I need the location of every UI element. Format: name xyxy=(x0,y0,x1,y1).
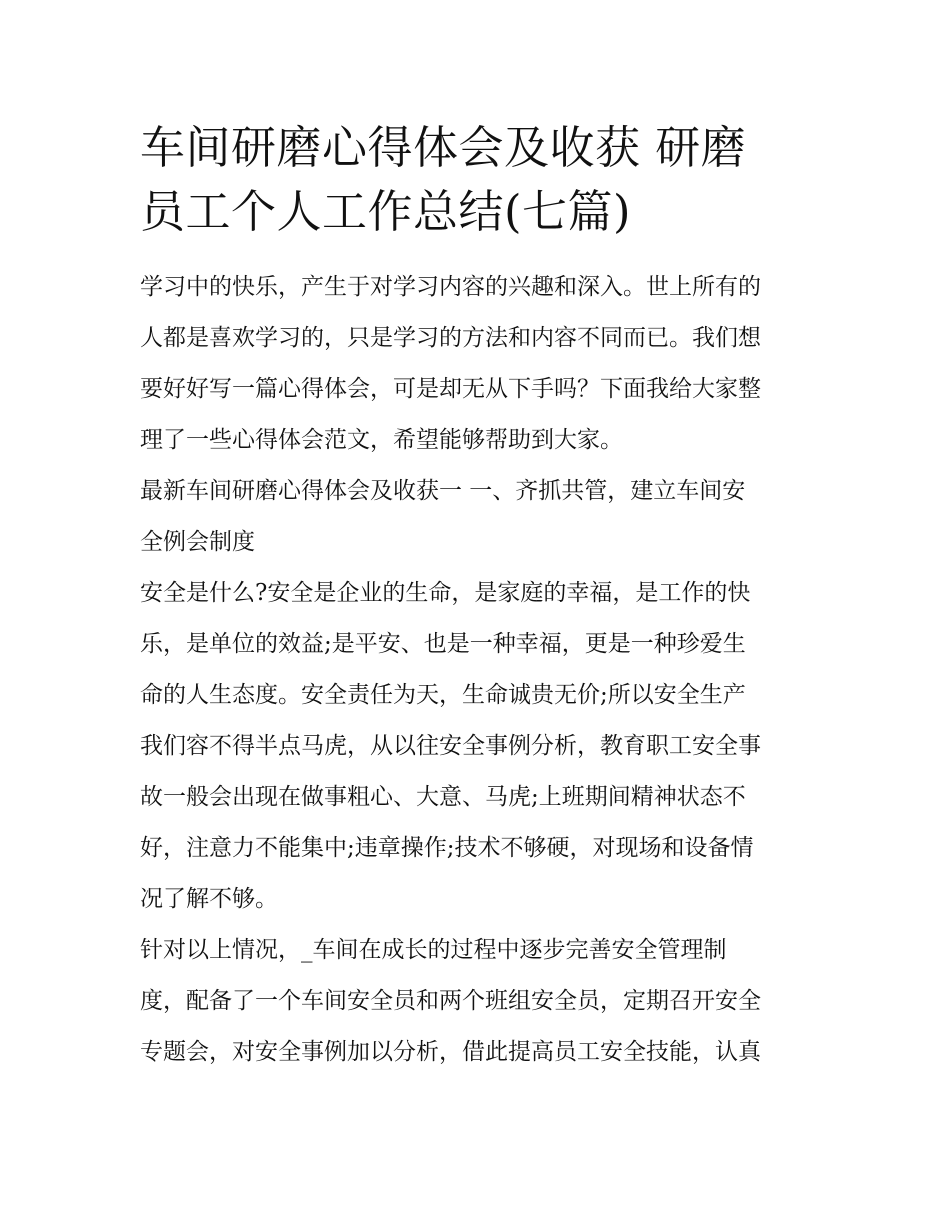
paragraph-measures xyxy=(140,925,812,1078)
text-line: 度，配备了一个车间安全员和两个班组安全员，定期召开安全 xyxy=(140,988,761,1014)
text-line: 我们容不得半点马虎，从以往安全事例分析，教育职工安全事 xyxy=(140,733,761,759)
paragraph-section-heading xyxy=(140,466,812,568)
text-line: 要好好写一篇心得体会，可是却无从下手吗？下面我给大家整 xyxy=(140,376,761,402)
document-title xyxy=(140,116,812,244)
text-line: 专题会，对安全事例加以分析，借此提高员工安全技能，认真 xyxy=(140,1039,761,1065)
paragraph-safety xyxy=(140,568,812,925)
text-line: 理了一些心得体会范文，希望能够帮助到大家。 xyxy=(140,427,623,453)
text-line: 乐，是单位的效益;是平安、也是一种幸福，更是一种珍爱生 xyxy=(140,631,746,657)
title-line: 员工个人工作总结(七篇) xyxy=(140,185,632,238)
text-line: 安全是什么?安全是企业的生命，是家庭的幸福，是工作的快 xyxy=(140,580,751,606)
text-line: 故一般会出现在做事粗心、大意、马虎;上班期间精神状态不 xyxy=(140,784,746,810)
paragraph-intro xyxy=(140,262,812,466)
text-line: 命的人生态度。安全责任为天，生命诚贵无价;所以安全生产 xyxy=(140,682,746,708)
text-line: 学习中的快乐，产生于对学习内容的兴趣和深入。世上所有的 xyxy=(140,274,761,300)
text-line: 最新车间研磨心得体会及收获一 一、齐抓共管，建立车间安 xyxy=(140,478,746,504)
text-line: 况了解不够。 xyxy=(140,886,278,912)
text-line: 全例会制度 xyxy=(140,529,255,555)
text-line: 好，注意力不能集中;违章操作;技术不够硬，对现场和设备情 xyxy=(140,835,754,861)
title-line: 车间研磨心得体会及收获 研磨 xyxy=(140,121,747,174)
text-line: 人都是喜欢学习的，只是学习的方法和内容不同而已。我们想 xyxy=(140,325,761,351)
text-line: 针对以上情况，_车间在成长的过程中逐步完善安全管理制 xyxy=(140,937,727,963)
document-content xyxy=(140,116,812,1078)
